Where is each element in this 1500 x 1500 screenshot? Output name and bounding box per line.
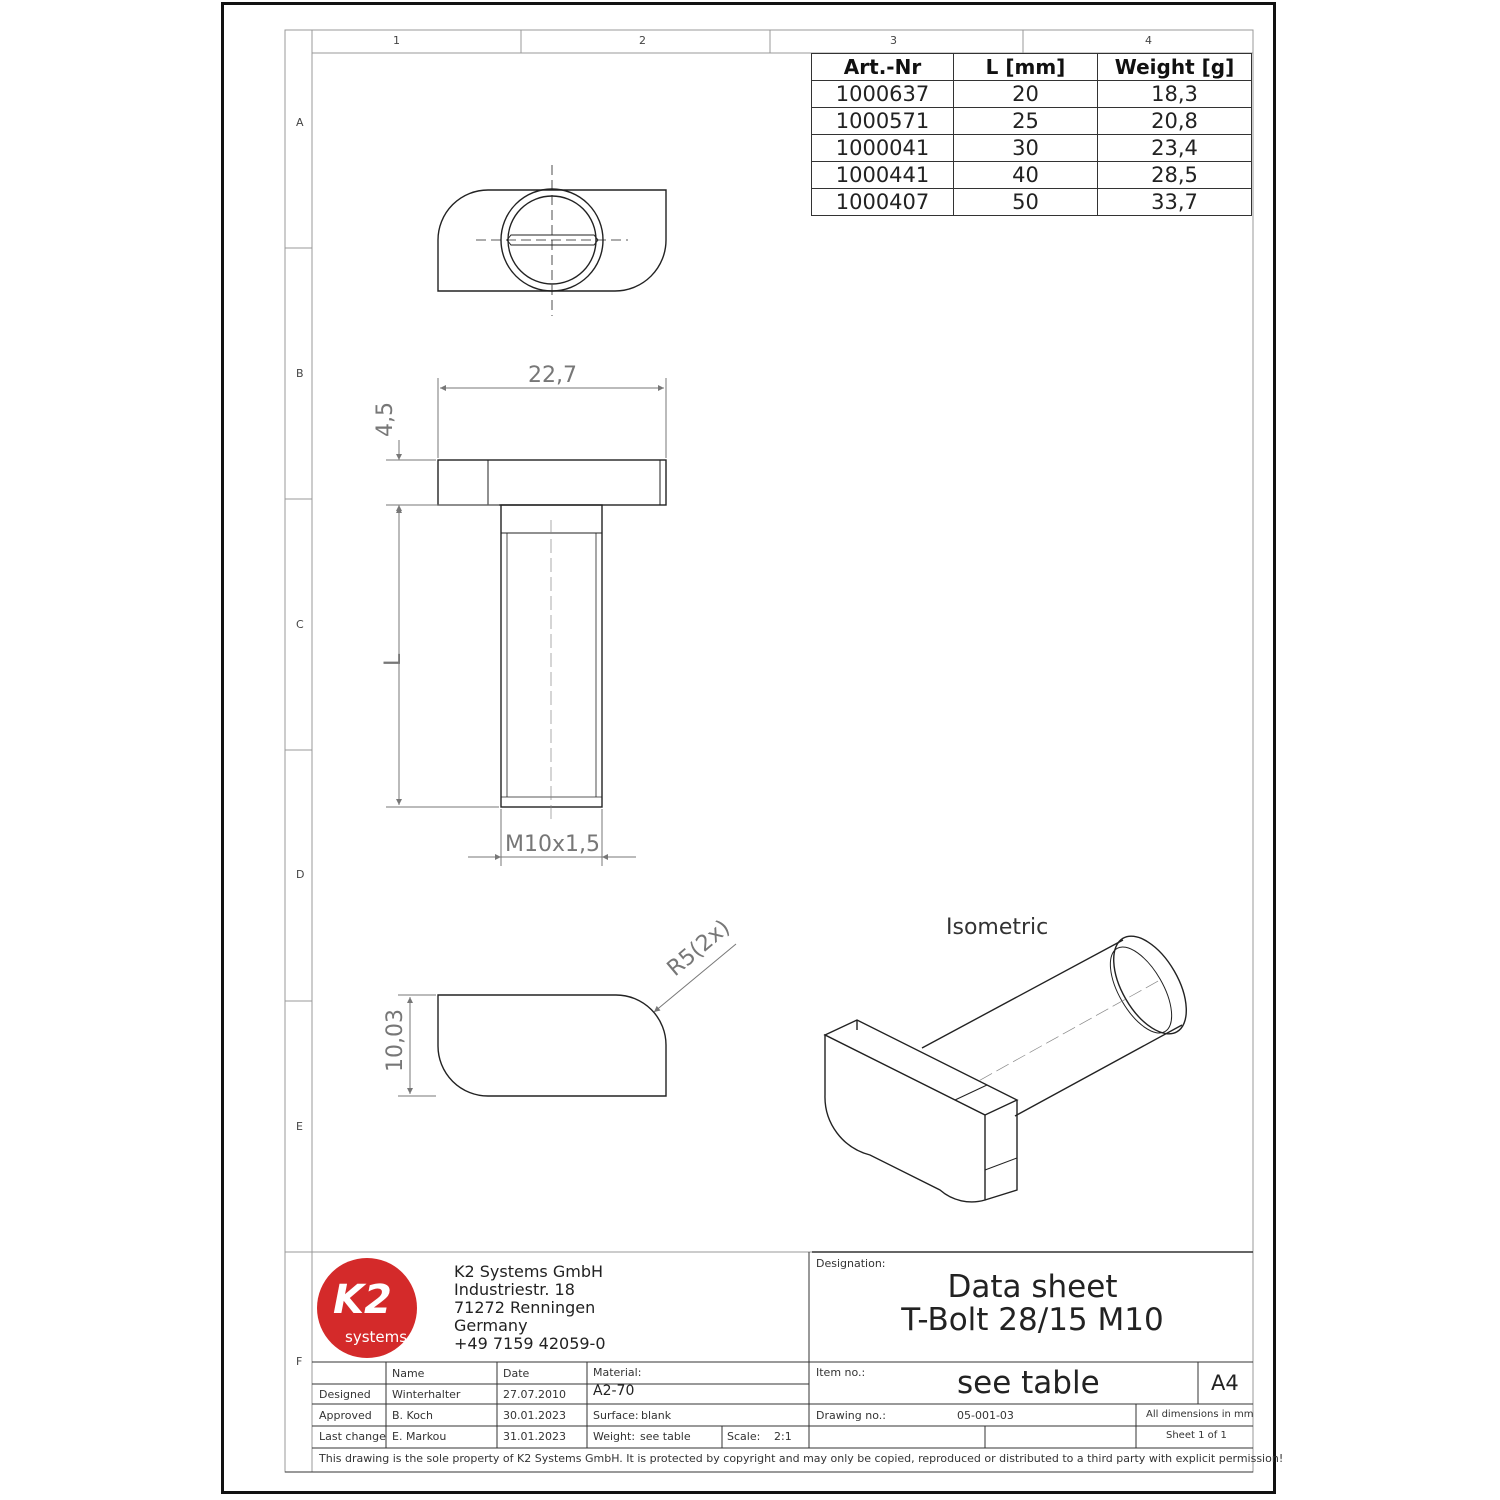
zone-row-a: A xyxy=(296,116,304,129)
material-value: A2-70 xyxy=(593,1383,635,1399)
scale-value: 2:1 xyxy=(774,1430,792,1443)
bottom-view xyxy=(438,995,666,1096)
table-row xyxy=(812,135,1252,162)
approved-date: 30.01.2023 xyxy=(503,1409,566,1422)
zone-row-e: E xyxy=(296,1120,303,1133)
header-art-nr: Art.-Nr xyxy=(812,54,954,81)
table-row xyxy=(812,108,1252,135)
dim-radius: R5(2x) xyxy=(662,915,736,982)
company-address xyxy=(454,1263,606,1353)
article-table xyxy=(811,53,1252,216)
zone-col-3: 3 xyxy=(890,34,897,47)
dim-head-height: 4,5 xyxy=(373,402,398,437)
designed-date: 27.07.2010 xyxy=(503,1388,566,1401)
art-nr-cell: 1000637 xyxy=(812,81,954,108)
copyright-note: This drawing is the sole property of K2 Systems GmbH. It is protected by copyright and may only be copied, reproduced or distributed to a third party with explicit permission! xyxy=(319,1452,1284,1465)
art-nr-cell: 1000441 xyxy=(812,162,954,189)
zone-col-1: 1 xyxy=(393,34,400,47)
weight-cell: 18,3 xyxy=(1098,81,1252,108)
approved-label: Approved xyxy=(319,1409,372,1422)
name-header: Name xyxy=(392,1367,425,1380)
company-city: 71272 Renningen xyxy=(454,1298,596,1317)
art-nr-cell: 1000407 xyxy=(812,189,954,216)
weight-value: see table xyxy=(640,1430,691,1443)
isometric-view xyxy=(825,924,1201,1202)
isometric-label: Isometric xyxy=(946,915,1049,940)
table-row xyxy=(812,162,1252,189)
weight-cell: 20,8 xyxy=(1098,108,1252,135)
company-phone: +49 7159 42059-0 xyxy=(454,1334,606,1353)
weight-cell: 23,4 xyxy=(1098,135,1252,162)
company-name: K2 Systems GmbH xyxy=(454,1262,604,1281)
company-country: Germany xyxy=(454,1316,528,1335)
art-nr-cell: 1000571 xyxy=(812,108,954,135)
table-header-row xyxy=(812,54,1252,81)
drawing-frame xyxy=(285,30,1253,1472)
logo-subtext: systems xyxy=(345,1328,408,1346)
surface-label: Surface: xyxy=(593,1409,639,1422)
table-row xyxy=(812,81,1252,108)
zone-row-c: C xyxy=(296,618,304,631)
units-note: All dimensions in mm xyxy=(1146,1409,1254,1420)
drawing-title-line1: Data sheet xyxy=(947,1269,1118,1305)
company-street: Industriestr. 18 xyxy=(454,1280,575,1299)
designed-name: Winterhalter xyxy=(392,1388,461,1401)
material-label: Material: xyxy=(593,1366,642,1379)
drawing-no-value: 05-001-03 xyxy=(957,1409,1014,1422)
surface-value: blank xyxy=(641,1409,672,1422)
length-cell: 20 xyxy=(954,81,1098,108)
weight-label: Weight: xyxy=(593,1430,636,1443)
last-change-label: Last change xyxy=(319,1430,386,1443)
sheet-note: Sheet 1 of 1 xyxy=(1166,1430,1227,1441)
weight-cell: 28,5 xyxy=(1098,162,1252,189)
length-cell: 30 xyxy=(954,135,1098,162)
zone-col-2: 2 xyxy=(639,34,646,47)
item-value: see table xyxy=(957,1365,1100,1401)
designed-label: Designed xyxy=(319,1388,371,1401)
date-header: Date xyxy=(503,1367,530,1380)
scale-label: Scale: xyxy=(727,1430,761,1443)
dim-width: 10,03 xyxy=(383,1009,408,1072)
dim-thread: M10x1,5 xyxy=(505,832,600,857)
header-weight: Weight [g] xyxy=(1098,54,1252,81)
header-length: L [mm] xyxy=(954,54,1098,81)
side-view xyxy=(438,460,666,820)
approved-name: B. Koch xyxy=(392,1409,433,1422)
last-change-date: 31.01.2023 xyxy=(503,1430,566,1443)
item-label: Item no.: xyxy=(816,1366,866,1379)
length-cell: 50 xyxy=(954,189,1098,216)
zone-row-d: D xyxy=(296,868,305,881)
length-cell: 25 xyxy=(954,108,1098,135)
paper-format: A4 xyxy=(1211,1371,1239,1395)
logo-text: K2 xyxy=(333,1277,392,1323)
designation-label: Designation: xyxy=(816,1257,886,1270)
last-change-name: E. Markou xyxy=(392,1430,447,1443)
top-view xyxy=(438,165,666,316)
art-nr-cell: 1000041 xyxy=(812,135,954,162)
dim-head-width: 22,7 xyxy=(528,363,577,388)
weight-cell: 33,7 xyxy=(1098,189,1252,216)
dim-length: L xyxy=(381,653,406,666)
length-cell: 40 xyxy=(954,162,1098,189)
k2-logo xyxy=(317,1258,417,1358)
drawing-no-label: Drawing no.: xyxy=(816,1409,886,1422)
table-row xyxy=(812,189,1252,216)
drawing-title-line2: T-Bolt 28/15 M10 xyxy=(901,1302,1164,1338)
zone-row-f: F xyxy=(296,1355,303,1368)
zone-row-b: B xyxy=(296,367,304,380)
zone-col-4: 4 xyxy=(1145,34,1152,47)
